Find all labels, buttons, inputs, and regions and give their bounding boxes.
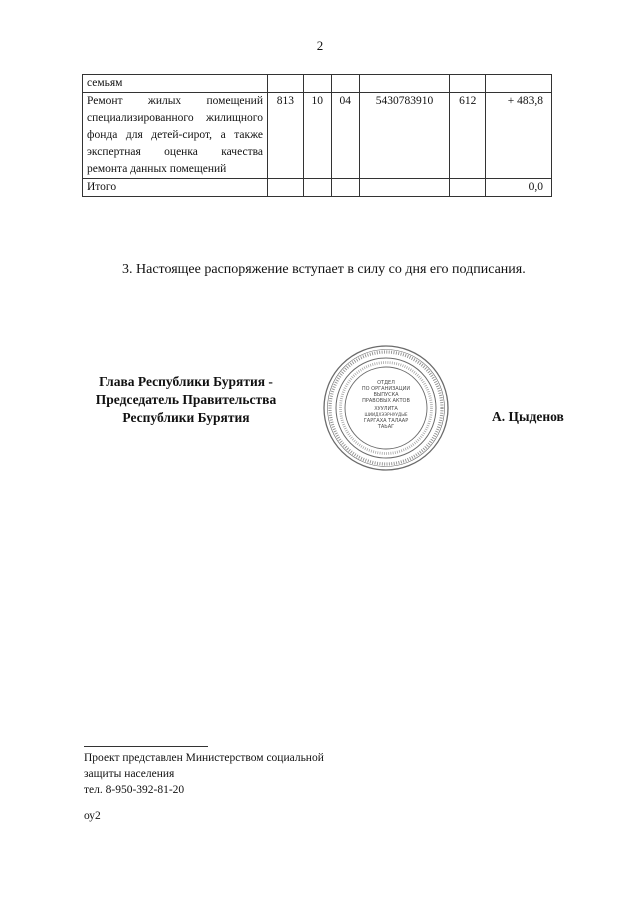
table-cell-code: 04 xyxy=(331,93,359,179)
page-number: 2 xyxy=(316,38,324,53)
signer-title-line: Республики Бурятия xyxy=(122,410,250,425)
signer-title-line: Председатель Правительства xyxy=(95,392,277,407)
document-code: оу2 xyxy=(84,810,101,822)
table-cell-code xyxy=(303,75,331,93)
table-row xyxy=(83,75,552,93)
official-seal xyxy=(322,344,450,472)
footnote-divider xyxy=(84,746,208,747)
seal-text-line: ТАЬАГ xyxy=(377,424,395,430)
seal-text-line: ХУУЛИТА xyxy=(374,406,398,412)
table-cell-code xyxy=(303,179,331,197)
table-cell-name: семьям xyxy=(83,75,268,93)
table-cell-code xyxy=(359,75,450,93)
table-cell-code xyxy=(359,179,450,197)
footnote-line: Проект представлен Министерством социальной xyxy=(84,752,324,764)
table-cell-code: 10 xyxy=(303,93,331,179)
table-cell-code xyxy=(268,179,304,197)
table-cell-amount: 0,0 xyxy=(486,179,552,197)
seal-text-line: ПО ОРГАНИЗАЦИИ xyxy=(361,386,411,392)
table-cell-amount: + 483,8 xyxy=(486,93,552,179)
table-row xyxy=(83,93,552,179)
clause-3: 3. Настоящее распоряжение вступает в силу со дня его подписания. xyxy=(122,262,526,277)
seal-text-line: ШИИДХЭЭРНУУДЫЕ xyxy=(364,412,408,417)
seal-text-line: ГАРГАХА ТАЛААР xyxy=(363,418,409,424)
table-cell-code: 813 xyxy=(268,93,304,179)
table-cell-code: 5430783910 xyxy=(359,93,450,179)
footnote-line: тел. 8-950-392-81-20 xyxy=(84,784,185,796)
footnote-line: защиты населения xyxy=(84,768,175,780)
seal-text-line: ВЫПУСКА xyxy=(373,392,399,398)
footnote xyxy=(84,750,404,798)
seal-text-line: ОТДЕЛ xyxy=(377,380,395,386)
table-cell-name: Ремонт жилых помещений специализированного жилищного фонда для детей-сирот, а также экспертная оценка качества ремонта данных помещений xyxy=(83,93,268,179)
table-cell-code xyxy=(268,75,304,93)
table-cell-code xyxy=(450,179,486,197)
table-cell-code xyxy=(331,75,359,93)
table-cell-code xyxy=(331,179,359,197)
budget-table xyxy=(82,74,552,197)
table-cell-code xyxy=(450,75,486,93)
table-cell-name: Итого xyxy=(83,179,268,197)
table-cell-code: 612 xyxy=(450,93,486,179)
signer-title xyxy=(74,373,298,427)
table-cell-amount xyxy=(486,75,552,93)
signer-title-line: Глава Республики Бурятия - xyxy=(99,374,273,389)
seal-text-line: ПРАВОВЫХ АКТОВ xyxy=(362,398,410,404)
table-row xyxy=(83,179,552,197)
signer-name: А. Цыденов xyxy=(492,409,564,424)
